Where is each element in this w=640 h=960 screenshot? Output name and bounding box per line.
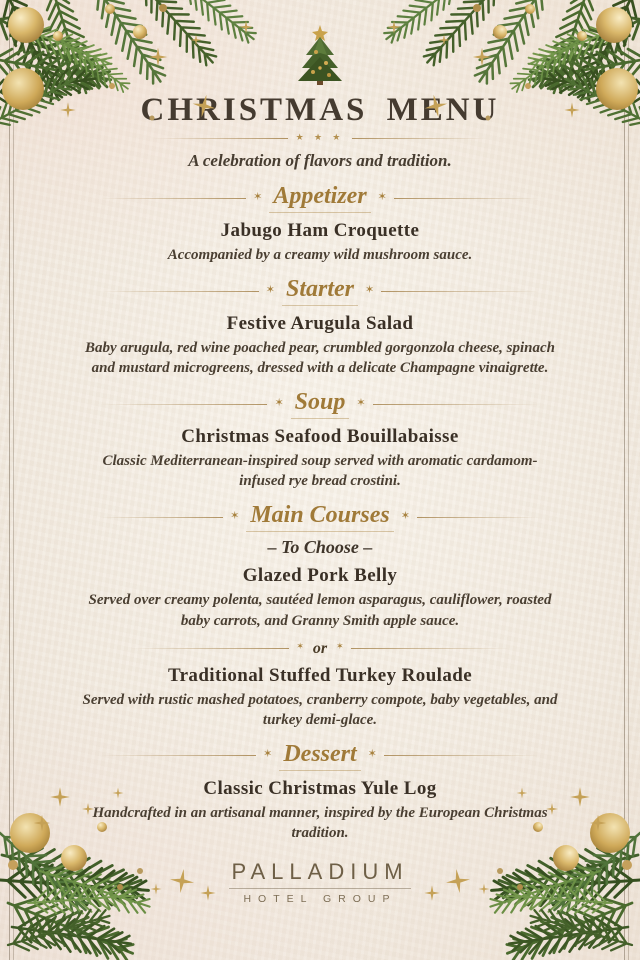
section-title: Dessert <box>279 741 360 771</box>
section-title: Appetizer <box>269 183 370 213</box>
title-divider <box>152 133 488 144</box>
section-heading-starter <box>100 276 540 306</box>
dish-name: Glazed Pork Belly <box>242 565 398 587</box>
gold-divider-line <box>100 517 223 518</box>
star-icon: ✶ <box>336 641 344 652</box>
gold-divider-line <box>100 404 267 405</box>
dish-description: Accompanied by a creamy wild mushroom sauce. <box>167 247 473 263</box>
star-icon: ✶ <box>263 748 273 761</box>
dish-description: Classic Mediterranean-inspired soup served with aromatic cardamom-infused rye bread crostini. <box>102 453 538 490</box>
dish-name: Festive Arugula Salad <box>226 313 414 335</box>
gold-divider-line <box>100 198 246 199</box>
gold-divider-line <box>417 517 540 518</box>
section-title: Starter <box>282 276 358 306</box>
gold-divider-line <box>100 755 256 756</box>
section-heading-soup <box>100 389 540 419</box>
or-divider <box>130 640 510 658</box>
dish-name: Classic Christmas Yule Log <box>203 777 437 799</box>
page-title: CHRISTMAS MENU <box>140 92 500 128</box>
star-icon: ✶ <box>274 396 284 409</box>
star-icon: ✶ <box>265 283 275 296</box>
christmas-tree-icon <box>289 24 351 86</box>
menu-subtitle: A celebration of flavors and tradition. <box>188 151 452 170</box>
star-icon: ✶ <box>230 509 240 522</box>
or-label: or <box>312 639 328 657</box>
star-icon: ✶ <box>356 396 366 409</box>
gold-divider-line <box>352 138 488 139</box>
footer-logo <box>0 859 640 905</box>
gold-divider-line <box>394 198 540 199</box>
star-icon: ✶ <box>365 283 375 296</box>
section-heading-dessert <box>100 741 540 771</box>
dish-description: Served over creamy polenta, sautéed lemon asparagus, cauliflower, roasted baby carrots, and Granny Smith apple sauce. <box>88 592 552 629</box>
gold-divider-line <box>100 291 259 292</box>
gold-divider-line <box>373 404 540 405</box>
to-choose-label: – To Choose – <box>267 537 373 558</box>
gold-divider-line <box>351 648 510 649</box>
brand-name: PALLADIUM <box>229 859 410 889</box>
gold-divider-line <box>381 291 540 292</box>
dish-name: Traditional Stuffed Turkey Roulade <box>167 664 473 686</box>
star-icon: ✶ <box>367 748 377 761</box>
dish-description: Handcrafted in an artisanal manner, inspired by the European Christmas tradition. <box>92 804 548 841</box>
section-title: Soup <box>291 389 350 419</box>
section-title: Main Courses <box>246 502 393 532</box>
star-icon: ✶ <box>296 641 304 652</box>
gold-divider-line <box>152 138 288 139</box>
star-icon: ✶ <box>400 509 410 522</box>
star-icon: ✶ <box>253 190 263 203</box>
dish-name: Christmas Seafood Bouillabaisse <box>181 426 459 448</box>
star-icon: ✶ <box>377 190 387 203</box>
gold-divider-line <box>384 755 540 756</box>
section-heading-appetizer <box>100 183 540 213</box>
dish-name: Jabugo Ham Croquette <box>220 220 420 241</box>
section-heading-main-courses <box>100 502 540 532</box>
dish-description: Served with rustic mashed potatoes, cranberry compote, baby vegetables, and turkey demi-glace. <box>82 691 558 728</box>
three-stars-icon: ★ ★ ★ <box>295 132 345 142</box>
dish-description: Baby arugula, red wine poached pear, crumbled gorgonzola cheese, spinach and mustard microgreens, dressed with a delicate Champagne vinaigrette. <box>84 340 556 377</box>
gold-divider-line <box>130 648 289 649</box>
brand-subtitle: HOTEL GROUP <box>243 893 397 906</box>
